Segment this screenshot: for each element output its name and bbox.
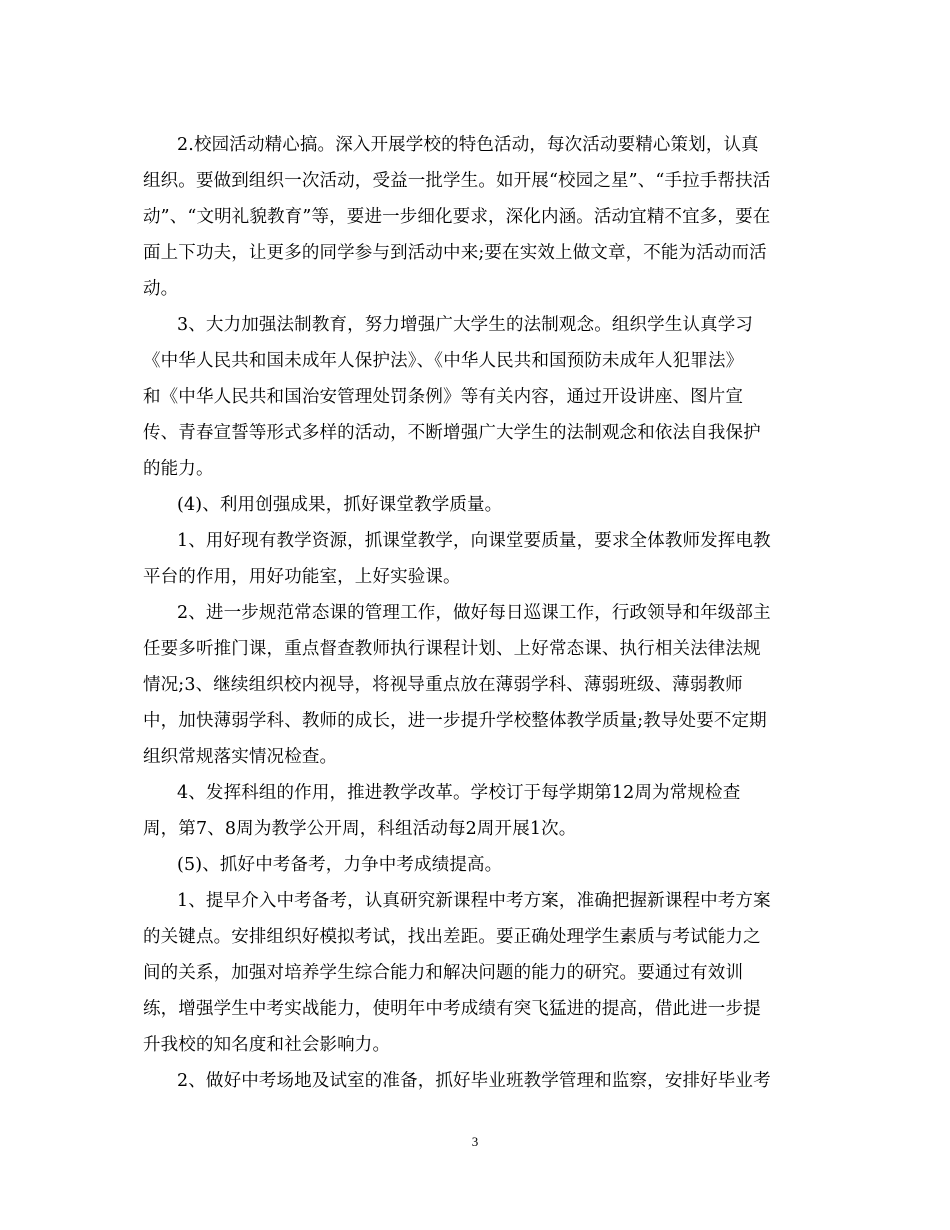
text-line: (4)、利用创强成果，抓好课堂教学质量。 [177, 495, 503, 515]
text-line: 动。 [143, 279, 179, 299]
text-line: 的关键点。安排组织好模拟考试，找出差距。要正确处理学生素质与考试能力之 [143, 927, 761, 947]
text-line: 2、做好中考场地及试室的准备，抓好毕业班教学管理和监察，安排好毕业考 [177, 1071, 771, 1091]
text-line: 组织常规落实情况检查。 [143, 747, 338, 767]
text-line: 周，第7、8周为教学公开周，科组活动每2周开展1次。 [143, 819, 577, 839]
text-line: 1、提早介入中考备考，认真研究新课程中考方案，准确把握新课程中考方案 [177, 891, 771, 911]
text-line: 平台的作用，用好功能室，上好实验课。 [143, 567, 461, 587]
text-line: 1、用好现有教学资源，抓课堂教学，向课堂要质量，要求全体教师发挥电教 [177, 531, 771, 551]
text-line: 间的关系，加强对培养学生综合能力和解决问题的能力的研究。要通过有效训 [143, 963, 744, 983]
text-line: 3、大力加强法制教育，努力增强广大学生的法制观念。组织学生认真学习 [177, 315, 754, 335]
text-line: 2.校园活动精心搞。深入开展学校的特色活动，每次活动要精心策划，认真 [177, 135, 759, 155]
text-line: 2、进一步规范常态课的管理工作，做好每日巡课工作，行政领导和年级部主 [177, 603, 771, 623]
text-line: 练，增强学生中考实战能力，使明年中考成绩有突飞猛进的提高，借此进一步提 [143, 999, 761, 1019]
text-line: 升我校的知名度和社会影响力。 [143, 1035, 391, 1055]
text-line: 中，加快薄弱学科、教师的成长，进一步提升学校整体教学质量;教导处要不定期 [143, 711, 767, 731]
text-line: 《中华人民共和国未成年人保护法》、《中华人民共和国预防未成年人犯罪法》 [143, 351, 744, 371]
text-line: 和《中华人民共和国治安管理处罚条例》等有关内容，通过开设讲座、图片宣 [143, 387, 744, 407]
text-line: 的能力。 [143, 459, 214, 479]
text-line: 传、青春宣誓等形式多样的活动，不断增强广大学生的法制观念和依法自我保护 [143, 423, 761, 443]
document-body [143, 127, 808, 1099]
text-line: 组织。要做到组织一次活动，受益一批学生。如开展“校园之星”、“手拉手帮扶活 [143, 171, 771, 191]
text-line: 情况;3、继续组织校内视导，将视导重点放在薄弱学科、薄弱班级、薄弱教师 [143, 675, 743, 695]
text-line: 4、发挥科组的作用，推进教学改革。学校订于每学期第12周为常规检查 [177, 783, 741, 803]
text-line: (5)、抓好中考备考，力争中考成绩提高。 [177, 855, 503, 875]
text-line: 动”、“文明礼貌教育”等，要进一步细化要求，深化内涵。活动宜精不宜多，要在 [143, 207, 771, 227]
page-number: 3 [471, 1134, 479, 1149]
text-line: 面上下功夫，让更多的同学参与到活动中来;要在实效上做文章，不能为活动而活 [143, 243, 767, 263]
text-line: 任要多听推门课，重点督查教师执行课程计划、上好常态课、执行相关法律法规 [143, 639, 761, 659]
